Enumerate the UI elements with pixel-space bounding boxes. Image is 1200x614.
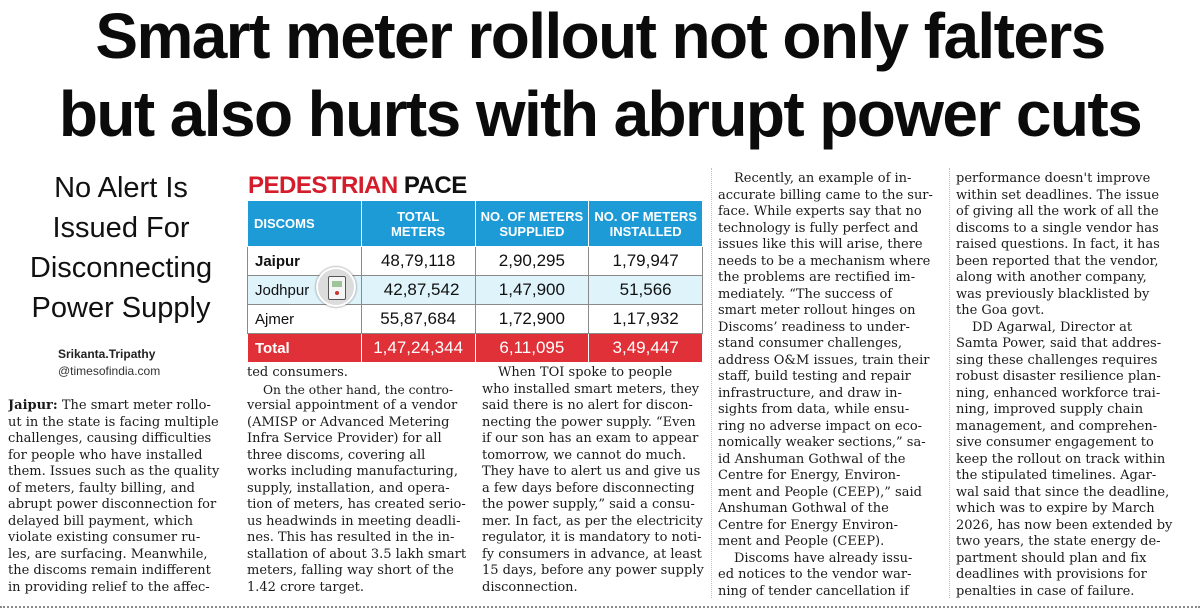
body-line: versial appointment of a vendor (247, 398, 458, 413)
body-line: 1.42 crore target. (247, 579, 364, 595)
body-line: three discoms, covering all (247, 447, 426, 463)
body-line: which was to expire by March (956, 501, 1155, 516)
body-line: Samta Power, said that addres- (956, 336, 1162, 351)
body-line: infrastructure, and draw in- (718, 385, 902, 401)
body-line: was previously blacklisted by (956, 286, 1150, 302)
body-line: Discoms have already issu- (734, 550, 913, 566)
cell-installed: 1,79,947 (589, 247, 703, 276)
body-line: ed notices to the vendor war- (718, 567, 912, 582)
body-line: the discoms remain indifferent (8, 563, 211, 578)
byline-author: Srikanta.Tripathy (58, 347, 156, 361)
article-column-1 (8, 398, 236, 596)
body-text: The smart meter rollo- (57, 398, 211, 413)
column-divider (949, 168, 950, 598)
body-line: Discoms’ readiness to under- (718, 319, 910, 335)
table-total-row (248, 334, 703, 363)
header-text: INSTALLED (609, 223, 682, 239)
dateline: Jaipur: (8, 398, 58, 413)
body-line: stallation of about 3.5 lakh smart (247, 546, 467, 562)
body-line: Centre for Energy Environ- (718, 517, 899, 533)
cell-supplied: 1,72,900 (475, 305, 589, 334)
table-header-row (248, 201, 703, 247)
cell-installed: 1,17,932 (589, 305, 703, 334)
table-row (248, 305, 703, 334)
body-line: been reported that the vendor, (956, 253, 1159, 269)
subheadline-line: Issued For (52, 212, 190, 244)
headline-line-1: Smart meter rollout not only falters (95, 0, 1105, 72)
body-line: 15 days, before any power supply (482, 563, 704, 578)
body-line: who installed smart meters, they (482, 381, 700, 397)
cell-supplied: 2,90,295 (475, 247, 589, 276)
header-text: NO. OF METERS (480, 208, 584, 224)
body-line: deadlines with provisions for (956, 567, 1147, 582)
body-line: ring no adverse impact on eco- (718, 418, 923, 434)
body-line: face. While experts say that no (718, 204, 922, 219)
cell-supplied: 6,11,095 (475, 334, 589, 363)
article-column-4 (718, 171, 944, 600)
headline-line-2: but also hurts with abrupt power cuts (58, 78, 1142, 150)
body-line: necting the power supply. “Even (482, 414, 696, 430)
body-line: smart meter rollout hinges on (718, 303, 916, 318)
body-line: for people who have installed (8, 447, 203, 463)
body-line: Centre for Energy, Environ- (718, 468, 901, 483)
body-line: stand consumer challenges, (718, 336, 902, 351)
body-line: partment should plan and fix (956, 550, 1147, 566)
subheadline-line: Power Supply (31, 292, 211, 324)
header-supplied (475, 201, 589, 247)
body-line: works including manufacturing, (247, 464, 458, 479)
header-text: METERS (391, 223, 446, 239)
meter-screen (332, 281, 342, 287)
body-line: id Anshuman Gothwal of the (718, 451, 906, 467)
body-line: (AMISP or Advanced Metering (247, 414, 450, 430)
body-line: sing these challenges requires (956, 352, 1158, 368)
body-line: Anshuman Gothwal of the (718, 501, 889, 516)
table-title-red: PEDESTRIAN (248, 172, 398, 199)
header-text: NO. OF METERS (594, 208, 697, 224)
subheadline (10, 168, 232, 328)
body-line: discoms to a single vendor has (956, 220, 1159, 236)
body-line: a few days before disconnecting (482, 480, 695, 496)
body-line: sive consumer engagement to (956, 435, 1154, 450)
body-line: the power supply,” said a consu- (482, 497, 695, 512)
cell-supplied: 1,47,900 (475, 276, 589, 305)
body-line: address O&M issues, train their (718, 352, 930, 368)
byline-handle: @timesofindia.com (58, 364, 161, 378)
body-line: violate existing consumer ru- (8, 530, 201, 545)
body-line: in providing relief to the affec- (8, 579, 210, 595)
meters-table (247, 200, 703, 363)
body-line: When TOI spoke to people (498, 365, 673, 380)
cell-discom: Ajmer (248, 305, 362, 334)
body-line: meters, falling way short of the (247, 563, 454, 578)
header-discoms: DISCOMS (248, 201, 362, 247)
body-line: management, and comprehen- (956, 418, 1158, 434)
bottom-dotted-rule (0, 606, 1200, 608)
body-line: keep the rollout on track within (956, 451, 1166, 467)
body-line: fy consumers in advance, at least (482, 546, 702, 562)
body-line: delayed bill payment, which (8, 513, 193, 529)
header-text: SUPPLIED (499, 223, 565, 239)
body-line: ut in the state is facing multiple (8, 414, 219, 430)
body-line: us headwinds in meeting deadli- (247, 513, 461, 529)
body-line: ment and People (CEEP). (718, 534, 885, 549)
body-line: raised questions. In fact, it has (956, 237, 1160, 252)
table-title (248, 172, 467, 200)
cell-total: 55,87,684 (361, 305, 475, 334)
body-line: Recently, an example of in- (734, 171, 912, 186)
subheadline-line: No Alert Is (54, 172, 188, 204)
body-line: two years, the state energy de- (956, 534, 1161, 549)
meter-face (328, 276, 346, 300)
body-line: accurate billing came to the sur- (718, 187, 933, 203)
cell-discom: Jodhpur (248, 276, 362, 305)
body-line: along with another company, (956, 270, 1147, 285)
table-title-black: PACE (397, 172, 467, 199)
cell-discom: Jaipur (248, 247, 362, 276)
table-row (248, 247, 703, 276)
body-line: supply, installation, and opera- (247, 480, 450, 496)
header-text: TOTAL (397, 208, 440, 224)
cell-installed: 51,566 (589, 276, 703, 305)
meter-led (335, 291, 339, 295)
body-line: regulator, it is mandatory to noti- (482, 530, 702, 545)
body-line: tomorrow, we cannot do much. (482, 447, 686, 463)
body-line: them. Issues such as the quality (8, 464, 220, 479)
body-line: penalties in case of failure. (956, 583, 1135, 599)
cell-installed: 3,49,447 (589, 334, 703, 363)
cell-discom: Total (248, 334, 362, 363)
body-line: the stipulated timelines. Agar- (956, 468, 1157, 483)
body-line: of meters, faulty billing, and (8, 480, 196, 496)
header-installed (589, 201, 703, 247)
body-line: DD Agarwal, Director at (972, 319, 1133, 335)
body-line: disconnection. (482, 579, 578, 595)
article-column-5 (956, 171, 1192, 600)
body-line: ted consumers. (247, 365, 348, 380)
body-line: challenges, causing difficulties (8, 431, 212, 446)
body-line: They have to alert us and give us (482, 464, 701, 479)
body-line: 2026, has now been extended by (956, 517, 1173, 533)
article-column-2 (247, 365, 471, 596)
body-line: issues like this will arise, there (718, 237, 923, 252)
body-line: needs to be a mechanism where (718, 253, 931, 269)
smart-meter-icon (316, 267, 356, 307)
body-line: nes. This has resulted in the in- (247, 530, 455, 545)
cell-total: 1,47,24,344 (361, 334, 475, 363)
body-line: of giving all the work of all the (956, 204, 1159, 219)
body-line: if our son has an exam to appear (482, 431, 699, 446)
body-line: abrupt power disconnection for (8, 497, 217, 512)
body-line: sights from data, while ensu- (718, 402, 910, 417)
body-line: tion of meters, has created serio- (247, 497, 466, 512)
body-line: On the other hand, the contro- (263, 382, 454, 397)
body-line: nomically weaker sections,” sa- (718, 435, 926, 450)
subheadline-line: Disconnecting (29, 252, 213, 284)
body-line: ning, enhanced workforce trai- (956, 385, 1161, 401)
body-line: robust disaster resilience plan- (956, 369, 1161, 384)
article-column-3 (482, 365, 708, 596)
body-line: mediately. “The success of (718, 286, 893, 302)
body-line: the problems are rectified im- (718, 270, 916, 285)
body-line: mer. In fact, as per the electricity (482, 513, 703, 529)
body-line: technology is fully perfect and (718, 220, 919, 236)
body-line: wal said that since the deadline, (956, 484, 1170, 500)
body-line: les, are surfacing. Meanwhile, (8, 546, 208, 562)
body-line: said there is no alert for discon- (482, 398, 693, 413)
body-line: ment and People (CEEP),” said (718, 484, 922, 500)
body-line: the Goa govt. (956, 303, 1045, 318)
body-line: ning, improved supply chain (956, 402, 1144, 417)
cell-total: 42,87,542 (361, 276, 475, 305)
body-line: Infra Service Provider) for all (247, 431, 442, 446)
column-divider (711, 168, 712, 598)
body-line: within set deadlines. The issue (956, 187, 1160, 203)
cell-total: 48,79,118 (361, 247, 475, 276)
header-total-meters (361, 201, 475, 247)
body-line: ning of tender cancellation if (718, 583, 909, 599)
body-line: performance doesn't improve (956, 171, 1151, 186)
body-line: staff, build testing and repair (718, 369, 911, 384)
